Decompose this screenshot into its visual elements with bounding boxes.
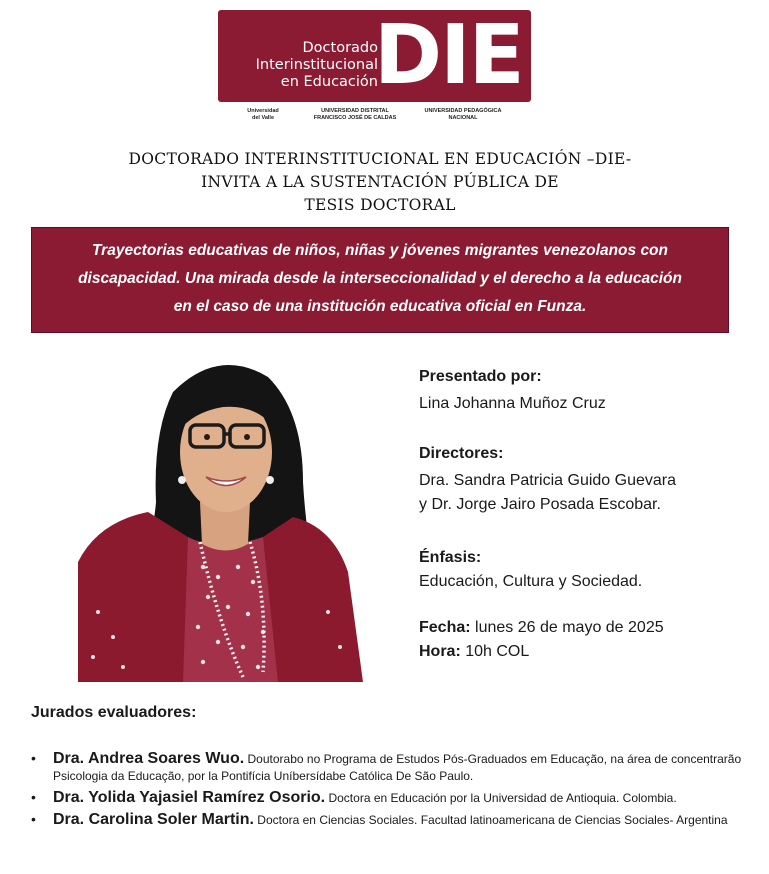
logo-acronym: DIE [374,8,523,103]
director-line-1: Dra. Sandra Patricia Guido Guevara [419,472,677,489]
title-line-1: DOCTORADO INTERINSTITUCIONAL EN EDUCACIÓN –DIE- [128,150,632,168]
time-row [419,640,749,664]
logo-band [218,10,531,102]
directors-label: Directores: [419,445,504,462]
juror-item [31,811,751,829]
thesis-title-box [31,227,729,333]
date-row [419,616,749,640]
title-line-3: TESIS DOCTORAL [304,196,456,214]
invitation-title [90,148,670,217]
emphasis-label: Énfasis: [419,549,482,566]
date-block [419,616,749,664]
thesis-line-2: discapacidad. Una mirada desde la interseccionalidad y el derecho a la educación [78,270,682,287]
bullet: • [31,750,36,766]
title-line-2: INVITA A LA SUSTENTACIÓN PÚBLICA DE [201,173,559,191]
die-logo [218,10,531,128]
presenter-name: Lina Johanna Muñoz Cruz [419,395,606,412]
jurors-title: Jurados evaluadores: [31,704,197,721]
directors-block [419,442,749,517]
thesis-line-3: en el caso de una institución educativa oficial en Funza. [173,298,587,315]
logo-program-name [228,40,378,91]
juror-description: Doctora en Educación por la Universidad de Antioquia. Colombia. [328,791,677,805]
university-del-valle: Universidad del Valle [247,108,279,121]
logo-universities [218,108,531,128]
juror-item [31,750,751,785]
juror-name: Dra. Andrea Soares Wuo. [53,750,245,767]
director-line-2: y Dr. Jorge Jairo Posada Escobar. [419,496,661,513]
logo-line-3: en Educación [280,74,378,90]
juror-name: Dra. Yolida Yajasiel Ramírez Osorio. [53,789,326,806]
logo-line-2: Interinstitucional [255,57,378,73]
logo-line-1: Doctorado [302,40,378,56]
juror-name: Dra. Carolina Soler Martin. [53,811,254,828]
juror-description: Doutorabo no Programa de Estudos Pós-Graduados em Educação, na área de concentrarão Psicologia da Educação, por la Pontifícia Uníbersídabe Católica De São Paulo. [53,752,742,783]
juror-description: Doctora en Ciencias Sociales. Facultad latinoamericana de Ciencias Sociales- Argentina [257,813,728,827]
emphasis-value: Educación, Cultura y Sociedad. [419,573,643,590]
presenter-block [419,365,749,416]
juror-item [31,789,751,807]
date-value: lunes 26 de mayo de 2025 [475,619,664,636]
bullet: • [31,811,36,827]
time-value: 10h COL [465,643,530,660]
date-label: Fecha: [419,619,471,636]
jurors-list [31,750,751,833]
presenter-photo [78,352,363,682]
university-distrital: UNIVERSIDAD DISTRITAL FRANCISCO JOSÉ DE CALDAS [313,108,397,121]
university-pedagogica: UNIVERSIDAD PEDAGÓGICA NACIONAL [424,108,502,121]
time-label: Hora: [419,643,461,660]
bullet: • [31,789,36,805]
presented-label: Presentado por: [419,368,542,385]
thesis-line-1: Trayectorias educativas de niños, niñas y jóvenes migrantes venezolanos con [91,242,668,259]
emphasis-block [419,546,749,594]
